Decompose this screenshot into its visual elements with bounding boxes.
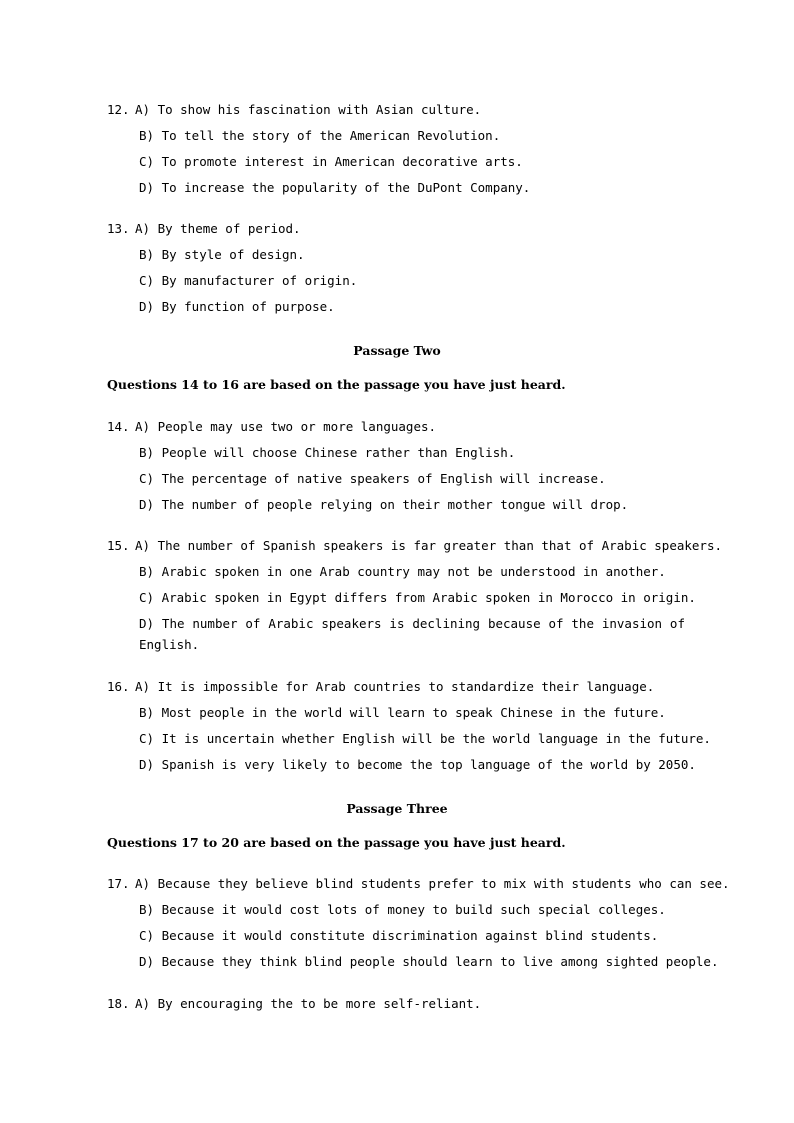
option-c: C) To promote interest in American decorative arts.	[139, 154, 523, 169]
option-a: A) By encouraging the to be more self-reliant.	[135, 996, 482, 1011]
question-number: 18.	[107, 996, 130, 1011]
option-d: D) To increase the popularity of the DuPont Company.	[139, 180, 531, 195]
option-a: A) To show his fascination with Asian culture.	[135, 102, 482, 117]
option-a: A) People may use two or more languages.	[135, 419, 437, 434]
option-a: A) It is impossible for Arab countries to standardize their language.	[135, 679, 655, 694]
question-number: 17.	[107, 876, 130, 891]
option-a: A) The number of Spanish speakers is far greater than that of Arabic speakers.	[135, 538, 722, 553]
question-number: 13.	[107, 221, 130, 236]
passage-two-title: Passage Two	[353, 343, 441, 358]
option-d: D) By function of purpose.	[139, 299, 335, 314]
option-c: C) By manufacturer of origin.	[139, 273, 358, 288]
option-b: B) Most people in the world will learn to speak Chinese in the future.	[139, 705, 666, 720]
option-b: B) Arabic spoken in one Arab country may not be understood in another.	[139, 564, 666, 579]
option-c: C) Because it would constitute discrimination against blind students.	[139, 928, 659, 943]
question-number: 16.	[107, 679, 130, 694]
option-b: B) Because it would cost lots of money to build such special colleges.	[139, 902, 666, 917]
passage-three-title: Passage Three	[346, 801, 448, 816]
option-d: D) Because they think blind people should learn to live among sighted people.	[139, 954, 719, 969]
option-b: B) People will choose Chinese rather than English.	[139, 445, 516, 460]
question-number: 15.	[107, 538, 130, 553]
option-c: C) Arabic spoken in Egypt differs from Arabic spoken in Morocco in origin.	[139, 590, 696, 605]
question-number: 12.	[107, 102, 130, 117]
question-number: 14.	[107, 419, 130, 434]
passage-two-instruction: Questions 14 to 16 are based on the passage you have just heard.	[107, 377, 566, 392]
option-d-wrapped: D) The number of Arabic speakers is declining because of the invasion of English.	[139, 616, 685, 652]
option-c: C) It is uncertain whether English will be the world language in the future.	[139, 731, 711, 746]
option-b: B) By style of design.	[139, 247, 305, 262]
option-b: B) To tell the story of the American Revolution.	[139, 128, 501, 143]
option-a: A) By theme of period.	[135, 221, 301, 236]
option-c: C) The percentage of native speakers of English will increase.	[139, 471, 606, 486]
passage-three-instruction: Questions 17 to 20 are based on the passage you have just heard.	[107, 835, 566, 850]
option-a: A) Because they believe blind students prefer to mix with students who can see.	[135, 876, 730, 891]
option-d: D) Spanish is very likely to become the top language of the world by 2050.	[139, 757, 696, 772]
option-d: D) The number of people relying on their mother tongue will drop.	[139, 497, 629, 512]
